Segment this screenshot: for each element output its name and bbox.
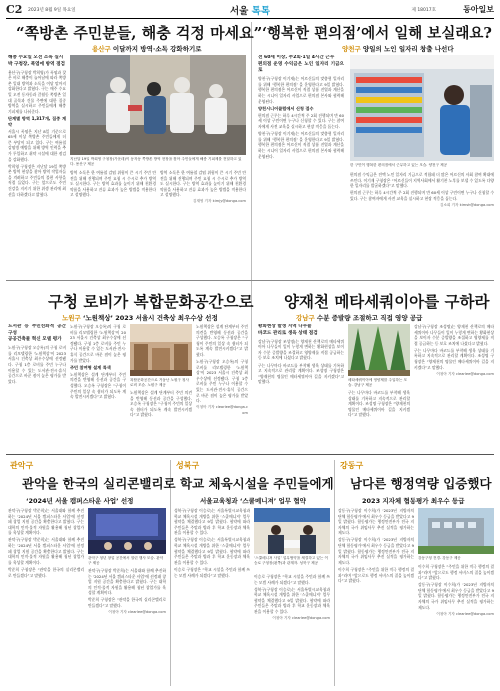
photo-metasequoia (348, 324, 410, 376)
article-photo (130, 324, 192, 376)
issue-number: 제 18017호 (411, 8, 436, 13)
newspaper-logo: 동아일보 (463, 4, 494, 14)
article-headline: 학교 체육시설을 주민들에게 (180, 476, 334, 491)
column-divider (334, 460, 335, 686)
article-headline: 양재천 메타세쿼이아를 구하라 (284, 292, 490, 311)
article-subheadline: 2023 지자체 협동평가 최우수 등급 (362, 497, 465, 505)
article-body: 관악구(구청장 박준희)는 서울대와 함께 추진하는 ‘2024년 서울 캠퍼스타운 사업’에 선정돼 창업 지원 공간을 확충한다고 밝혔다. 구는 대학의 인적·물적 자원을 활용해 청년 창업가를 육성할 계획이다. 관악구(구청장 박준희)는 서울대와 함께 추진하는 ‘2024년 서울 캠퍼스타운 사업’에 선정돼 창업 지원 공간을 확충한다고 밝혔다. 구는 대학의 인적·물적 자원을 활용해 청년 창업가를 육성할 계획이다. 박준희 구청장은 “관악을 한국의 실리콘밸리로 만들겠다”고 말했다. (8, 508, 84, 578)
article-byline: 양천구 양일의 노인 일자리 창출 나선다 (342, 45, 454, 53)
article-body: 황화현상 발생 지역 나무들 바코드 관리로 생육 상태 점검 강남구(구청장 조성명)는 양재천 산책로의 메타세쿼이아 나무들이 잎이 누렇게 변하는 황화현상을 보이자 수분 증발량을 조절하고 영양제를 직접 공급하는 등 보호 조치에 나섰다고 밝혔다. 구는 나무마다 바코드를 부착해 생육 상태를 기록하고 지속적으로 관리할 계획이다. 조성명 구청장은 “양재천의 명물인 메타세쿼이아 길을 지키겠다”고 말했다. (258, 324, 344, 385)
photo-agreement-signing (254, 508, 330, 554)
page-number: C2 (6, 3, 23, 16)
article-byline: 용산구 이달까지 방역·소독 강화하기로 (92, 45, 202, 53)
photo-disinfection-scene (70, 55, 246, 155)
column-divider (170, 460, 171, 686)
article-body: 성북구(구청장 이승로)는 서울특별시교육청과 학교 체육시설 개방을 위한 ‘스쿨메니져’ 업무 협약을 체결했다고 9일 밝혔다. 협약에 따라 주민들은 주말과 방과 후 학교 운동장과 체육관을 이용할 수 있다. 성북구(구청장 이승로)는 서울특별시교육청과 학교 체육시설 개방을 위한 ‘스쿨메니져’ 업무 협약을 체결했다고 9일 밝혔다. 협약에 따라 주민들은 주말과 방과 후 학교 운동장과 체육관을 이용할 수 있다. 이승로 구청장은 “학교 시설을 주민과 함께 쓰는 모범 사례가 되겠다”고 말했다. (174, 508, 250, 578)
article-body: 드서관 등 주민친화적 공간 구성 공공건축물 혁신 모델 평가 노원구(구청장 오승록)의 구청 로비를 리모델링한 ‘노원책상’이 2023 서울시 건축상 최우수상에 선정됐다. 구청 1층 로비를 주민 누구나 이용할 수 있는 도서관·전시·휴식 공간으로 바꾼 점이 높은 평가를 받았다. (8, 324, 66, 384)
article-body: 방역 소독은 한 여름철 감염 위험이 큰 시기 주민 안전을 위해 진행되며 주민 요청 시 수시로 추가 방역도 실시한다. 구는 방역 효과를 높이기 위해 친환경 약품을 사용하고 잔류 효과가 높은 방법을 적용한다고 설명했다. (70, 170, 156, 198)
photo-caption: 메타세쿼이아에 영양제를 주입하는 모습. 강남구 제공 (348, 378, 407, 387)
district-label: 강동구 (340, 461, 364, 470)
article-photo (350, 55, 494, 161)
district-label: 성북구 (176, 461, 200, 470)
article-subheadline: 서울교육청과 ‘스쿨메니져’ 업무 협약 (200, 497, 306, 505)
article-photo (70, 55, 246, 155)
article-body: 관악구(구청장 박준희)는 서울대와 함께 추진하는 ‘2024년 서울 캠퍼스타운 사업’에 선정돼 창업 지원 공간을 확충한다고 밝혔다. 구는 대학의 인적·물적 자원을 활용해 청년 창업가를 육성할 계획이다. 박준희 구청장은 “관악을 한국의 실리콘밸리로 만들겠다”고 말했다. 이청아 기자 clearlee@donga.com (88, 568, 166, 615)
article-headline: 구청 로비가 복합문화공간으로 (48, 292, 254, 311)
photo-gangdong-office (418, 508, 494, 554)
article-headline: 남다른 행정역량 입증했다 (350, 476, 492, 491)
article-headline: ‘행복한 편의점’에서 일해 보실래요? (262, 25, 492, 42)
photo-startup-event (88, 508, 166, 554)
article-photo (88, 508, 166, 554)
article-subheadline: ‘2024년 서울 캠퍼스타운 사업’ 선정 (26, 497, 134, 505)
row-divider (6, 280, 494, 281)
article-body: 이승로 구청장은 “학교 시설을 주민과 함께 쓰는 모범 사례가 되겠다”고 말했다. 성북구(구청장 이승로)는 서울특별시교육청과 학교 체육시설 개방을 위한 ‘스쿨메니져’ 업무 협약을 체결했다고 9일 밝혔다. 협약에 따라 주민들은 주말과 방과 후 학교 운동장과 체육관을 이용할 수 있다. 이청아 기자 clearlee@donga.com (254, 574, 330, 621)
article-body: 방역 소독은 한 여름철 감염 위험이 큰 시기 주민 안전을 위해 진행되며 주민 요청 시 수시로 추가 방역도 실시한다. 구는 방역 효과를 높이기 위해 친환경 약품을 사용하고 잔류 효과가 높은 방법을 적용한다고 설명했다. 김재영 기자 kimjy@donga.com (160, 170, 246, 204)
article-byline: 노원구 ‘노원책상’ 2023 서울시 건축상 최우수상 선정 (62, 314, 218, 322)
page-header (6, 2, 494, 19)
photo-caption: 강동구청 전경. 강동구 제공 (418, 556, 461, 560)
article-body: 구는 나무마다 바코드를 부착해 생육 상태를 기록하고 지속적으로 관리할 계획이다. 조성명 구청장은 “양재천의 명물인 메타세쿼이아 길을 지키겠다”고 말했다. (348, 390, 410, 418)
article-body: 강동구(구청장 이수희)가 ‘2023년 지방자치단체 합동평가’에서 최우수 등급을 받았다고 9일 밝혔다. 합동평가는 행정안전부가 전국 지자체의 국가 위임사무 추진 실적을 평가하는 제도다. 강동구(구청장 이수희)가 ‘2023년 지방자치단체 합동평가’에서 최우수 등급을 받았다고 9일 밝혔다. 합동평가는 행정안전부가 전국 지자체의 국가 위임사무 추진 실적을 평가하는 제도다. 이수희 구청장은 “주민을 위한 적극 행정의 결과”라며 “앞으로도 행정 서비스의 질을 높이겠다”고 밝혔다. (338, 508, 414, 584)
photo-caption: 관악구 청년 창업 공간에서 열린 행사 모습. 관악구 제공 (88, 556, 164, 565)
photo-caption: 복합문화공간으로 거듭난 노원구 청사 로비 모습. 노원구 제공 (130, 378, 189, 387)
section-title: 서울 톡톡 (229, 6, 271, 17)
article-body: 노원구(구청장 오승록)의 구청 로비를 리모델링한 ‘노원책상’이 2023 서울시 건축상 최우수상에 선정됐다. 구청 1층 로비를 주민 누구나 이용할 수 있는 도서관·전시·휴식 공간으로 바꾼 점이 높은 평가를 받았다. 주민 참여형 설계 특색 노원책상은 설계 단계부터 주민 의견을 반영해 동선과 공간을 구성했다. 오승록 구청장은 “구청이 주민의 일상 속 쉼터가 되도록 계속 발전시키겠다”고 밝혔다. (70, 324, 126, 400)
article-body: 전 60세 이상, 주2회·1일 4시간 근무 편의점 운영 수익금은 노인 일자리 기금으로 양천구(구청장 이기재)는 어르신들의 맞춤형 일자리를 위해 ‘행복한 편의점’ 을 운영한다고 9일 밝혔다. 행복한 편의점은 어르신이 직접 상품 진열과 계산을 하는 시니어 일자리 사업으로 편의점 본사와 협력해 운영된다. 양천시니어클럽에서 신청 접수 편의점 근무는 하루 4시간씩 주 2회 진행되며 만 60세 이상 구민이면 누구나 신청할 수 있다. 구는 참여자에게 사전 교육을 실시하고 현장 적응을 돕는다. 양천구(구청장 이기재)는 어르신들의 맞춤형 일자리를 위해 ‘행복한 편의점’ 을 운영한다고 9일 밝혔다. 행복한 편의점은 어르신이 직접 상품 진열과 계산을 하는 시니어 일자리 사업으로 편의점 본사와 협력해 운영된다. (258, 55, 344, 159)
photo-caption: 한 구민이 행복한 편의점에서 근무하고 있는 모습. 양천구 제공 (350, 163, 448, 167)
district-label: 관악구 (10, 461, 34, 470)
article-headline: “쪽방촌 주민분들, 해충 걱정 마세요” (16, 24, 263, 42)
article-body: 강남구(구청장 조성명)는 양재천 산책로의 메타세쿼이아 나무들이 잎이 누렇게 변하는 황화현상을 보이자 수분 증발량을 조절하고 영양제를 직접 공급하는 등 보호 조치에 나섰다고 밝혔다. 구는 나무마다 바코드를 부착해 생육 상태를 기록하고 지속적으로 관리할 계획이다. 조성명 구청장은 “양재천의 명물인 메타세쿼이아 길을 지키겠다”고 말했다. 이청아 기자 clearlee@donga.com (414, 324, 494, 376)
article-body: 노원책상은 설계 단계부터 주민 의견을 반영해 동선과 공간을 구성했다. 오승록 구청장은 “구청이 주민의 일상 속 쉼터가 되도록 계속 발전시키겠다”고 밝혔다. (130, 390, 192, 418)
article-photo (348, 324, 410, 376)
row-divider (6, 454, 494, 455)
article-byline: 강남구 수분 증발량 조절하고 직접 영양 공급 (296, 314, 423, 322)
column-divider (251, 22, 252, 380)
article-photo (418, 508, 494, 554)
article-body: 편의점 수익금은 전액 노인 일자리 기금으로 적립돼 더 많은 어르신의 사회 참여 확대에 쓰인다. 이기재 구청장은 “어르신들이 지역사회에서 활기찬 노후를 보낼 수 있도록 다양한 일자리를 발굴하겠다”고 말했다. 편의점 근무는 하루 4시간씩 주 2회 진행되며 만 60세 이상 구민이면 누구나 신청할 수 있다. 구는 참여자에게 사전 교육을 실시하고 현장 적응을 돕는다. 김소희 기자 kimsh@donga.com (350, 172, 494, 207)
issue-date: 2023년 8월 9일 목요일 (28, 8, 76, 13)
photo-caption: ‘스쿨메니져 사업’ 업무협약을 체결하고 있는 이승로 구청장(왼쪽)과 관계자. 성북구 제공 (254, 556, 328, 565)
article-body: 이수희 구청장은 “주민을 위한 적극 행정의 결과”라며 “앞으로도 행정 서비스의 질을 높이겠다”고 밝혔다. 강동구(구청장 이수희)가 ‘2023년 지방자치단체 합동평가’에서 최우수 등급을 받았다고 9일 밝혔다. 합동평가는 행정안전부가 전국 지자체의 국가 위임사무 추진 실적을 평가하는 제도다. 이청아 기자 clearlee@donga.com (418, 564, 494, 616)
article-photo (254, 508, 330, 554)
photo-lobby (130, 324, 192, 376)
article-headline: 관악을 한국의 실리콘밸리로 (22, 476, 176, 491)
photo-convenience-store (350, 55, 494, 161)
article-body: 노원책상은 설계 단계부터 주민 의견을 반영해 동선과 공간을 구성했다. 오승록 구청장은 “구청이 주민의 일상 속 쉼터가 되도록 계속 발전시키겠다”고 밝혔다. 노원구(구청장 오승록)의 구청 로비를 리모델링한 ‘노원책상’이 2023 서울시 건축상 최우수상에 선정됐다. 구청 1층 로비를 주민 누구나 이용할 수 있는 도서관·전시·휴식 공간으로 바꾼 점이 높은 평가를 받았다. 이청아 기자 clearlee@donga.com (196, 324, 248, 415)
article-body: 해충 수요일 오전 소독 실시 박 구청장, 폭염에 방역 점검 용산구(구청장 박희영)가 폭염과 잦은 비로 해충이 늘어남에 따라 쪽방촌 일대 방역과 소독을 이달 말까지 강화한다고 밝혔다. 구는 매주 수요일 오전 동자동과 갈월동 쪽방촌 일대 골목과 건물 주변에 대한 집중 방역을 실시하고 주민들에게 해충 기피제를 나눠준다. 단계별 방역 1,317개, 집중 계약 서울시 폭염은 지난 8일 기준으로 65세 이상 쪽방촌 주민들에게 더 큰 부담이 되고 있다. 구는 여름철 감염병 예방을 위해 방역 인력을 추가 투입하고 취약 시설에 대한 점검을 강화했다. 박희영 구청장은 지난달 19일 쪽방촌 방역 현장을 찾아 방역 작업자들을 격려하고 주민들의 불편 사항을 직접 들었다. 구는 앞으로도 주민 건강을 지키기 위한 위생 관리에 최선을 다하겠다고 밝혔다. (8, 55, 66, 197)
photo-caption: 지난달 19일 박희영 구청장(가운데)이 동자동 쪽방촌 방역 현장을 찾아 주민들에게 해충 기피제를 전달하고 있다. 용산구 제공 (70, 157, 242, 166)
